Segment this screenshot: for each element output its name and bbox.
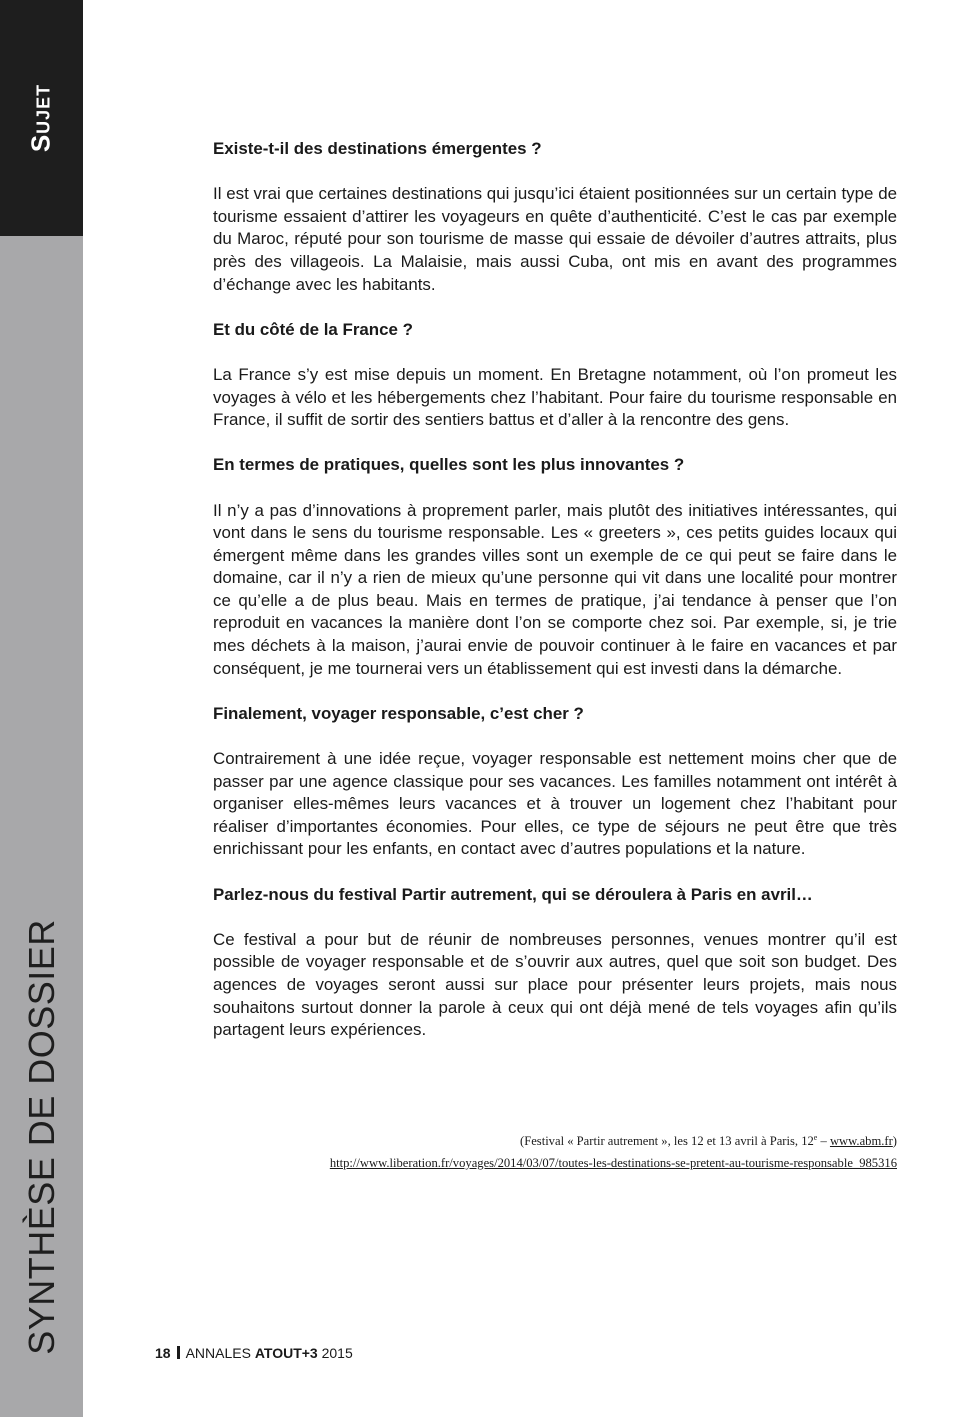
question-2: Et du côté de la France ? [213,319,413,339]
answer-3: Il n’y a pas d’innovations à proprement parler, mais plutôt des initiatives intéressantes, qui vont dans le sens du tourisme responsable. Les « greeters », ces petits guides locaux qui émergent même dans les grandes villes sont un exemple de ce qui peut se faire dans le domaine, car il n’y a rien de mieux qu’une personne qui vit dans une localité pour montrer ce qu’elle a de plus beau. Mais en termes de pratique, j’ai tendance à penser que l’on reproduit en vacances la manière dont l’on se comporte chez soi. Par exemple, si, je trie mes déchets à la maison, j’aurai envie de pouvoir continuer à le faire en vacances et par conséquent, je me tournerai vers un établissement qui est investi dans la démarche. [213,500,897,678]
festival-note-dash: – [817,1134,830,1148]
document-type-label: SYNTHÈSE DE DOSSIER [21,919,62,1355]
festival-note-sup: e [813,1132,818,1142]
festival-note-close: ) [892,1134,897,1148]
article-source-link[interactable]: http://www.liberation.fr/voyages/2014/03/07/toutes-les-destinations-se-pretent-au-tourisme-responsable_985316 [329,1156,897,1170]
answer-4: Contrairement à une idée reçue, voyager responsable est nettement moins cher que de passer par une agence classique pour ses vacances. Les familles notamment ont intérêt à organiser elles-mêmes leurs vacances et à trouver un logement chez l’habitant pour réaliser d’importantes économies. Pour elles, ce type de séjours ne peut être que très enrichissant pour les enfants, en contact avec d’autres populations et la nature. [213,749,897,859]
abm-link[interactable]: www.abm.fr [829,1134,893,1148]
section-label: Sujet [25,83,56,153]
answer-1: Il est vrai que certaines destinations qui jusqu’ici étaient positionnées sur un certain type de tourisme essaient d’attirer les voyageurs en quête d’authenticité. C’est le cas par exemple du Maroc, réputé pour son tourisme de masse qui essaie de dévoiler d’autres attraits, plus près des villageois. La Malaisie, mais aussi Cuba, ont mis en avant des programmes d’échange avec les habitants. [213,184,897,294]
sources-block [213,1130,897,1174]
footer-year: 2015 [321,1345,353,1361]
footer-label: ANNALES [185,1345,251,1361]
answer-5: Ce festival a pour but de réunir de nombreuses personnes, venues montrer qu’il est possible de voyager responsable et de s’ouvrir aux autres, quel que soit son budget. Des agences de voyages seront aussi sur place pour présenter leurs projets, mais nous souhaitons surtout donner la parole à ceux qui ont déjà mené de tels voyages afin qu’ils partagent leurs expériences. [213,929,897,1040]
festival-note [213,1130,897,1152]
question-5: Parlez-nous du festival Partir autrement, qui se déroulera à Paris en avril… [213,884,813,904]
interview-body [213,138,897,1042]
question-3: En termes de pratiques, quelles sont les plus innovantes ? [213,455,685,475]
question-1: Existe-t-il des destinations émergentes ? [213,139,542,158]
page-number: 18 [155,1345,171,1361]
question-4: Finalement, voyager responsable, c’est cher ? [213,703,584,723]
footer-separator [177,1346,180,1359]
sidebar-dark-band [0,0,83,236]
footer-brand: ATOUT+3 [254,1345,318,1361]
answer-2: La France s’y est mise depuis un moment. En Bretagne notamment, où l’on promeut les voyages à vélo et les hébergements chez l’habitant. Pour faire du tourisme responsable en France, il suffit de sortir des sentiers battus et d’aller à la rencontre des gens. [213,364,897,430]
festival-note-text: (Festival « Partir autrement », les 12 et 13 avril à Paris, 12 [520,1134,814,1148]
page-footer [155,1345,353,1361]
